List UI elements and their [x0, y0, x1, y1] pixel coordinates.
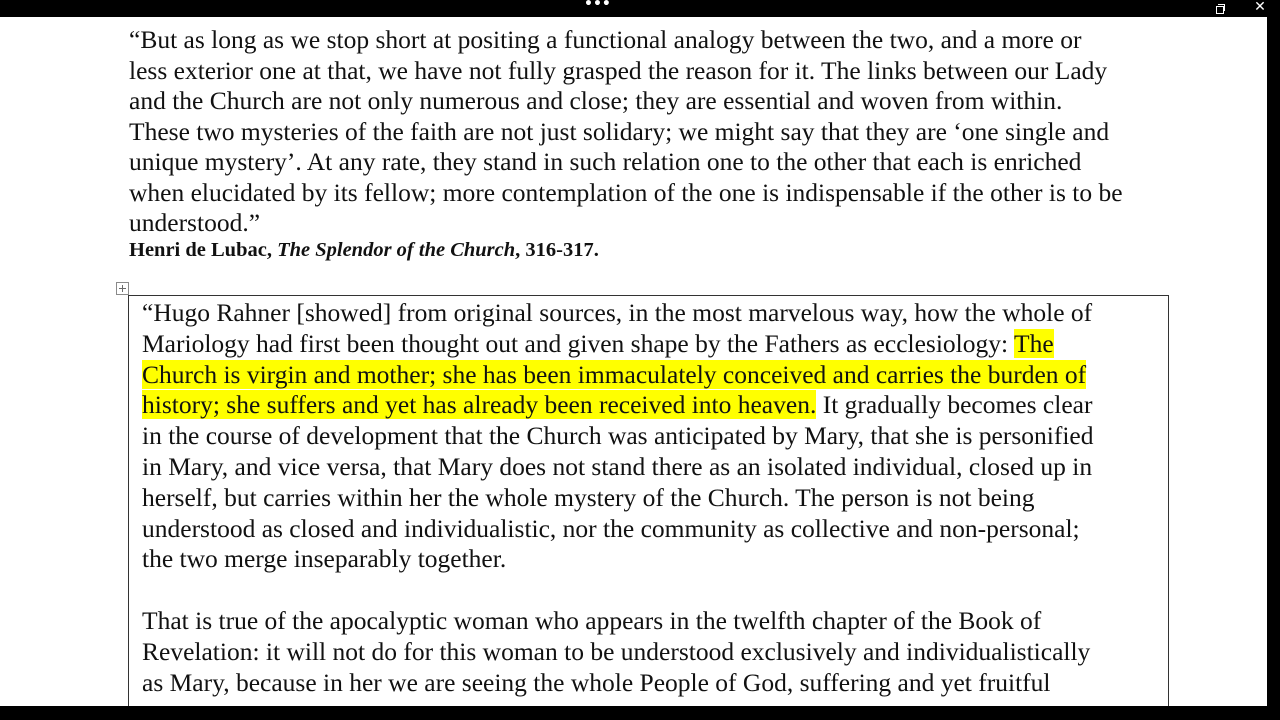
quote2-paragraph-1: [142, 298, 1094, 575]
table-move-handle-icon-v: [122, 285, 123, 292]
quote1-line: understood.”: [129, 208, 261, 237]
restore-window-icon-front: [1216, 6, 1224, 14]
highlighted-text: Church is virgin and mother; she has been immaculately conceived and carries the burden of: [142, 359, 1087, 389]
de-lubac-quote: [129, 25, 1189, 239]
quote2-line: in Mary, and vice versa, that Mary does not stand there as an isolated individual, closed up in: [142, 451, 1093, 481]
quote1-line: These two mysteries of the faith are not just solidary; we might say that they are ‘one single and: [129, 116, 1110, 146]
bottom-bar: [0, 706, 1280, 720]
quote2-line: It gradually becomes clear: [816, 390, 1093, 420]
highlighted-text: The: [1014, 328, 1054, 358]
quote1-line: “But as long as we stop short at positing a functional analogy between the two, and a more or: [129, 25, 1082, 54]
window-titlebar: [0, 0, 1280, 17]
more-options-icon[interactable]: •••: [584, 0, 611, 12]
quote2-line: Revelation: it will not do for this woman to be understood exclusively and individualistically: [142, 636, 1091, 666]
restore-window-icon[interactable]: [1212, 1, 1228, 16]
quote2-paragraph-2: [142, 606, 1090, 698]
highlighted-text: history; she suffers and yet has already been received into heaven.: [142, 390, 817, 420]
citation-title: The Splendor of the Church: [277, 239, 516, 261]
quote1-line: and the Church are not only numerous and close; they are essential and woven from within.: [129, 86, 1063, 115]
table-move-handle-icon[interactable]: [116, 282, 129, 295]
document-page: [0, 17, 1267, 706]
quote2-line: Mariology had first been thought out and given shape by the Fathers as ecclesiology:: [142, 328, 1015, 358]
quote2-line: as Mary, because in her we are seeing the whole People of God, suffering and yet fruitful: [142, 667, 1051, 697]
citation: [129, 239, 599, 262]
quote2-line: That is true of the apocalyptic woman who appears in the twelfth chapter of the Book of: [142, 606, 1042, 635]
close-window-icon[interactable]: ✕: [1254, 0, 1266, 15]
quote2-line: in the course of development that the Church was anticipated by Mary, that she is personified: [142, 421, 1094, 451]
quote1-line: unique mystery’. At any rate, they stand in such relation one to the other that each is enriched: [129, 147, 1082, 176]
quote2-line: herself, but carries within her the whole mystery of the Church. The person is not being: [142, 482, 1035, 512]
scrollbar-track[interactable]: [1267, 17, 1280, 706]
quote1-line: when elucidated by its fellow; more contemplation of the one is indispensable if the other is to be: [129, 177, 1123, 207]
quote2-line: understood as closed and individualistic, nor the community as collective and non-personal;: [142, 513, 1080, 543]
citation-pages: , 316-317.: [515, 239, 599, 261]
citation-author: Henri de Lubac,: [129, 239, 278, 261]
rahner-quote-table-cell[interactable]: [128, 295, 1169, 706]
quote2-line: the two merge inseparably together.: [142, 544, 507, 574]
quote1-line: less exterior one at that, we have not fully grasped the reason for it. The links between our Lady: [129, 55, 1108, 85]
quote2-line: “Hugo Rahner [showed] from original sources, in the most marvelous way, how the whole of: [142, 298, 1093, 327]
